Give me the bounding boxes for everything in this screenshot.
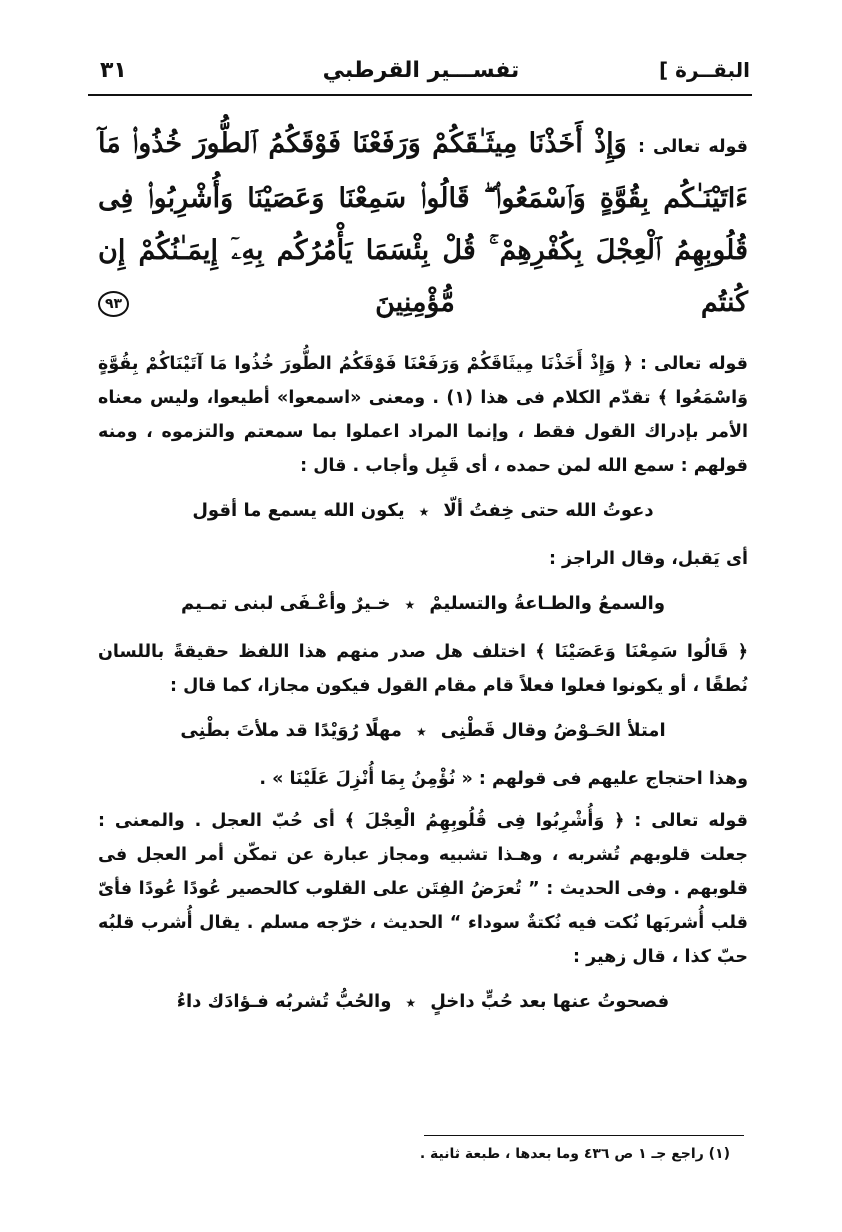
star-separator-icon: ★ [415, 725, 427, 739]
verse-hemistich-right: فصحوتُ عنها بعد حُبٍّ داخلٍ [430, 991, 670, 1012]
book-title: تفســـير القرطبي [322, 58, 520, 83]
verse-hemistich-left: والحُبُّ تُشربُه فـؤادَك داءُ [176, 991, 392, 1012]
poetry-verse-4 [98, 984, 748, 1021]
verse-hemistich-right: دعوتُ الله حتى خِفتُ ألّا [443, 500, 654, 521]
quran-intro: قوله تعالى : [638, 137, 749, 157]
star-separator-icon: ★ [405, 996, 417, 1010]
footnote: (١) راجع جـ ١ ص ٤٣٦ وما بعدها ، طبعة ثانية . [419, 1146, 730, 1162]
verse-hemistich-left: مهلًا رُوَيْدًا قد ملأتَ بطْنِى [180, 720, 402, 741]
commentary-paragraph-5: قوله تعالى : ﴿ وَأُشْرِبُوا فِى قُلُوبِهِمُ الْعِجْلَ ﴾ أى حُبّ العجل . والمعنى : جعلت قلوبهم تُشربه ، وهـذا تشبيه ومجاز عبارة عن تمكّن أمر العجل فى قلوبهم . وفى الحديث : ” تُعرَضُ الفِتَن على القلوب كالحصير عُودًا عُودًا فأىّ قلب أُشربَها نُكت فيه نُكتةٌ سوداء “ الحديث ، خرّجه مسلم . يقال أُشرب قلبُه حبّ كذا ، قال زهير : [98, 811, 748, 967]
poetry-verse-3 [98, 713, 748, 750]
verse-hemistich-right: امتلأ الحَـوْضُ وقال قَطْنِى [440, 720, 666, 741]
commentary-paragraph-3: ﴿ قَالُوا سَمِعْنَا وَعَصَيْنَا ﴾ اختلف هل صدر منهم هذا اللفظ حقيقةً باللسان نُطقًا ، أو يكونوا فعلوا فعلاً قام مقام القول فيكون مجازا، كما قال : [98, 642, 748, 696]
poetry-verse-1 [98, 493, 748, 530]
star-separator-icon: ★ [404, 598, 416, 612]
poetry-verse-2 [98, 586, 748, 623]
commentary-paragraph-1: قوله تعالى : ﴿ وَإِذْ أَخَذْنَا مِيثَاقَكُمْ وَرَفَعْنَا فَوْقَكُمُ الطُّورَ خُذُوا مَا آتَيْنَاكُمْ بِقُوَّةٍ وَاسْمَعُوا ﴾ تقدّم الكلام فى هذا (١) . ومعنى «اسمعوا» أطيعوا، وليس معناه الأمر بإدراك القول فقط ، وإنما المراد اعملوا بما سمعتم والتزموه ، ومنه قولهم : سمع الله لمن حمده ، أى قَبِل وأجاب . قال : [98, 354, 748, 476]
verse-hemistich-left: خـيرٌ وأعْـفَى لبنى تمـيم [180, 593, 391, 614]
running-header [92, 58, 750, 94]
page-number: ٣١ [100, 58, 127, 83]
star-separator-icon: ★ [418, 505, 430, 519]
verse-hemistich-left: يكون الله يسمع ما أقول [192, 500, 405, 521]
verse-hemistich-right: والسمعُ والطـاعةُ والتسليمْ [429, 593, 666, 614]
commentary-paragraph-2: أى يَقبل، وقال الراجز : [548, 549, 748, 569]
surah-name: البقــرة ] [659, 58, 750, 82]
footnote-rule [424, 1135, 744, 1136]
page-body [98, 118, 748, 1033]
quran-verse [98, 118, 748, 329]
ayah-number-marker: ٩٣ [98, 291, 129, 317]
quran-text: وَإِذْ أَخَذْنَا مِيثَـٰقَكُمْ وَرَفَعْنَا فَوْقَكُمُ ٱلطُّورَ خُذُوا۟ مَآ ءَاتَيْنَـٰكُم بِقُوَّةٍ وَٱسْمَعُوا۟ ۖ قَالُوا۟ سَمِعْنَا وَعَصَيْنَا وَأُشْرِبُوا۟ فِى قُلُوبِهِمُ ٱلْعِجْلَ بِكُفْرِهِمْ ۚ قُلْ بِئْسَمَا يَأْمُرُكُم بِهِۦٓ إِيمَـٰنُكُمْ إِن كُنتُم مُّؤْمِنِينَ [98, 128, 748, 318]
header-rule [88, 94, 752, 96]
commentary-paragraph-4: وهذا احتجاج عليهم فى قولهم : « نُؤْمِنُ بِمَا أُنْزِلَ عَلَيْنَا » . [259, 769, 748, 789]
